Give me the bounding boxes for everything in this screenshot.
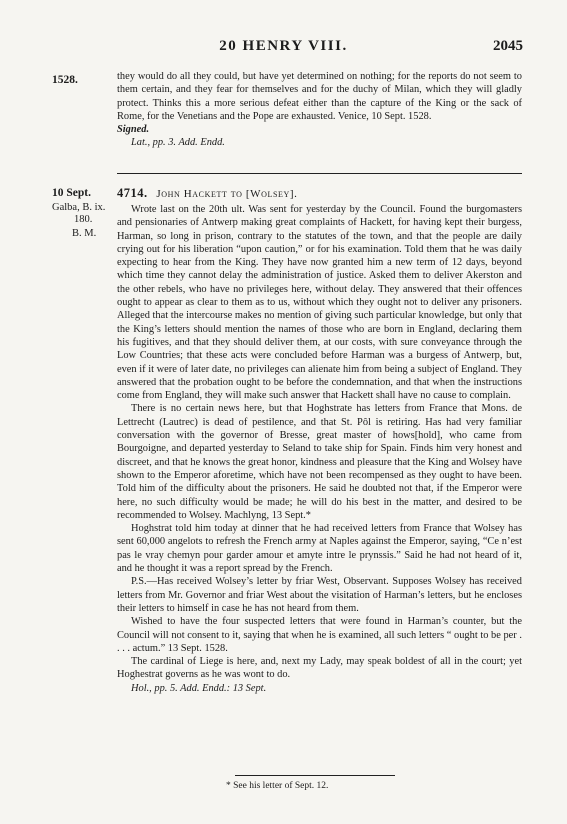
- entry-title: John Hackett to [Wolsey].: [156, 188, 298, 200]
- entry-paragraph: There is no certain news here, but that Hoghstrate has letters from France that Mons. de Lettrecht (Lautrec) is dead of pestilence, and that St. Pôl is retiring. Has had very familiar conversation with the governor of Bresse, great master of hows[hold], who came from Bourgoigne, and departed yesterday to Seland to take ship for Spain. Finds him very honest and discreet, and that he knows the great honor, kindness and pleasure that the King and Wolsey have shown to the Emperor aforetime, which have not been recompensed as they ought to have been. Told him of the difficulty about the prisoners. He said he doubted not that, if the Emperor were here, no such difficulty would be made; he will do his best in the matter, and desired to be recommended to Wolsey. Machlyng, 13 Sept.*: [117, 403, 522, 521]
- entry-number: 4714.: [117, 186, 148, 200]
- source-reference-line1: Galba, B. ix.: [52, 202, 106, 213]
- entry-separator: [117, 173, 522, 174]
- previous-entry-paragraph: they would do all they could, but have yet determined on nothing; for the reports do not seem to them certain, and they fear for themselves and for the duchy of Milan, which they will gladly protect. Thinks this a more serious defeat either than the capture of the King or the sack of Rome, for the Venetians and the Pope are exhausted. Venice, 10 Sept. 1528.: [117, 71, 522, 122]
- page-number: 2045: [493, 38, 523, 54]
- entry-heading: [117, 186, 537, 201]
- previous-entry-endorsement: Lat., pp. 3. Add. Endd.: [131, 137, 225, 149]
- source-reference-line2: 180.: [74, 214, 93, 225]
- entry-paragraph: The cardinal of Liege is here, and, next my Lady, may speak boldest of all in the court; yet Hoghestrat governs as he was wont to do.: [117, 656, 522, 681]
- entry-paragraph: Wished to have the four suspected letters that were found in Harman’s counter, but the Council will not consent to it, saying that when he is examined, all such letters “ ought to be per . . . . actum.” 13 Sept. 1528.: [117, 616, 522, 654]
- signed-note: Signed.: [117, 124, 150, 136]
- entry-date: 10 Sept.: [52, 187, 91, 199]
- entry-paragraph: P.S.—Has received Wolsey’s letter by friar West, Observant. Supposes Wolsey has received letters from Mr. Governor and friar West about the visitation of Harman’s letters, but he encloses their letters to himself in case he has not heard from them.: [117, 576, 522, 614]
- page-header: [0, 38, 567, 58]
- entry-paragraph: Wrote last on the 20th ult. Was sent for yesterday by the Council. Found the burgomasters and pensionaries of Antwerp making great complaints of Hackett, for having kept their burgess, Harman, so long in prison, contrary to the statutes of the town, and that the people are daily crying out for his liberation “upon caution,” or for his examination. Told them that he was daily expecting to hear from the King. They have now granted him a new term of 12 days, beyond which time they cannot delay the administration of justice. Asked them to deliver Akerston and the other rebels, who have no privileges here, without delay. They answered that their offences ought to appear as clear to them as to us, without which they ought not to deliver any prisoners. Alleged that the intercourse makes no mention of giving such particular knowledge, but only that the King’s letters should mention the names of those who are born in England, declaring them his fugitives, and that they should deliver them, at our costs, with sure conveyance through the Low Countries; that these acts were concluded before Harman was a burgess of Antwerp, but, even if it were of later date, no privileges can alienate him from being a subject of England. They answered that the probation ought to be before the condemnation, and that when the instructions come from England, they will make such answer that Hackett shall have no cause to complain.: [117, 204, 522, 402]
- entry-body: [117, 203, 522, 695]
- source-reference-line3: B. M.: [72, 228, 97, 239]
- running-title: 20 HENRY VIII.: [219, 38, 348, 54]
- footnote: * See his letter of Sept. 12.: [226, 781, 329, 791]
- previous-entry-text: [117, 70, 522, 150]
- entry-paragraph: Hoghstrat told him today at dinner that he had received letters from France that Wolsey has sent 60,000 angelots to refresh the French army at Naples against the Emperor, saying, “Ce n’est pas le vray chemyn pour garder amour et amyte intre le prynssis.” Said he had not heard of it, and he thought it was a report spread by the French.: [117, 523, 522, 575]
- entry-endorsement: Hol., pp. 5. Add. Endd.: 13 Sept.: [131, 682, 267, 694]
- margin-year: 1528.: [52, 74, 78, 86]
- footnote-separator: [235, 775, 395, 776]
